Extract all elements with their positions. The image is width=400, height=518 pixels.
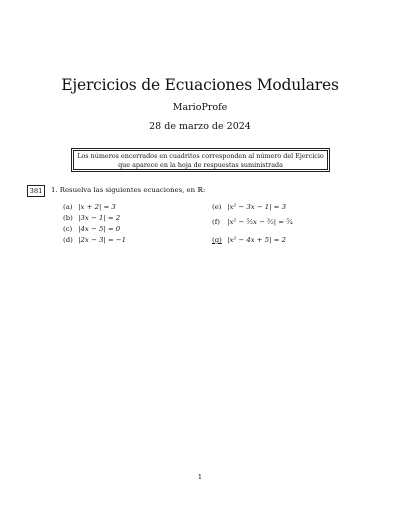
- notice-line-2: que aparece en la hoja de respuestas suministrada: [118, 160, 283, 169]
- item-label: (e): [212, 203, 222, 211]
- item-equation: |x² − 4x + 5| = 2: [227, 236, 286, 244]
- exercise-item-c: [63, 225, 120, 233]
- exercise-item-a: [63, 203, 116, 211]
- exercise-item-f: [212, 218, 293, 226]
- item-label: (g): [212, 236, 222, 244]
- exercise-item-e: [212, 203, 286, 211]
- item-label: (a): [63, 203, 73, 211]
- item-label: (b): [63, 214, 73, 222]
- item-equation: |4x − 5| = 0: [78, 225, 121, 233]
- item-equation: |x² − 3x − 1| = 3: [227, 203, 286, 211]
- exercise-item-g: [212, 236, 286, 244]
- exercise-heading: 1. Resuelva las siguientes ecuaciones, en ℝ:: [51, 186, 206, 194]
- document-date: 28 de marzo de 2024: [149, 121, 251, 132]
- item-equation: |3x − 1| = 2: [78, 214, 121, 222]
- document-title: Ejercicios de Ecuaciones Modulares: [61, 76, 339, 94]
- notice-inner-box: [73, 150, 328, 170]
- item-equation: |2x − 3| = −1: [78, 236, 126, 244]
- exercise-item-b: [63, 214, 120, 222]
- exercise-item-d: [63, 236, 126, 244]
- notice-line-1: Los números encerrados en cuadritos corresponden al número del Ejercicio: [77, 152, 324, 160]
- notice-box: [71, 148, 330, 172]
- item-label: (d): [63, 236, 73, 244]
- item-label: (c): [63, 225, 73, 233]
- exercise-number-box: 381: [27, 185, 45, 197]
- page-number: 1: [197, 473, 203, 481]
- item-equation: |x² − ⁵⁄₂x − ³⁄₂| = ⁵⁄₄: [227, 218, 293, 226]
- item-label: (f): [212, 218, 220, 226]
- document-author: MarioProfe: [172, 102, 228, 113]
- item-equation: |x + 2| = 3: [78, 203, 116, 211]
